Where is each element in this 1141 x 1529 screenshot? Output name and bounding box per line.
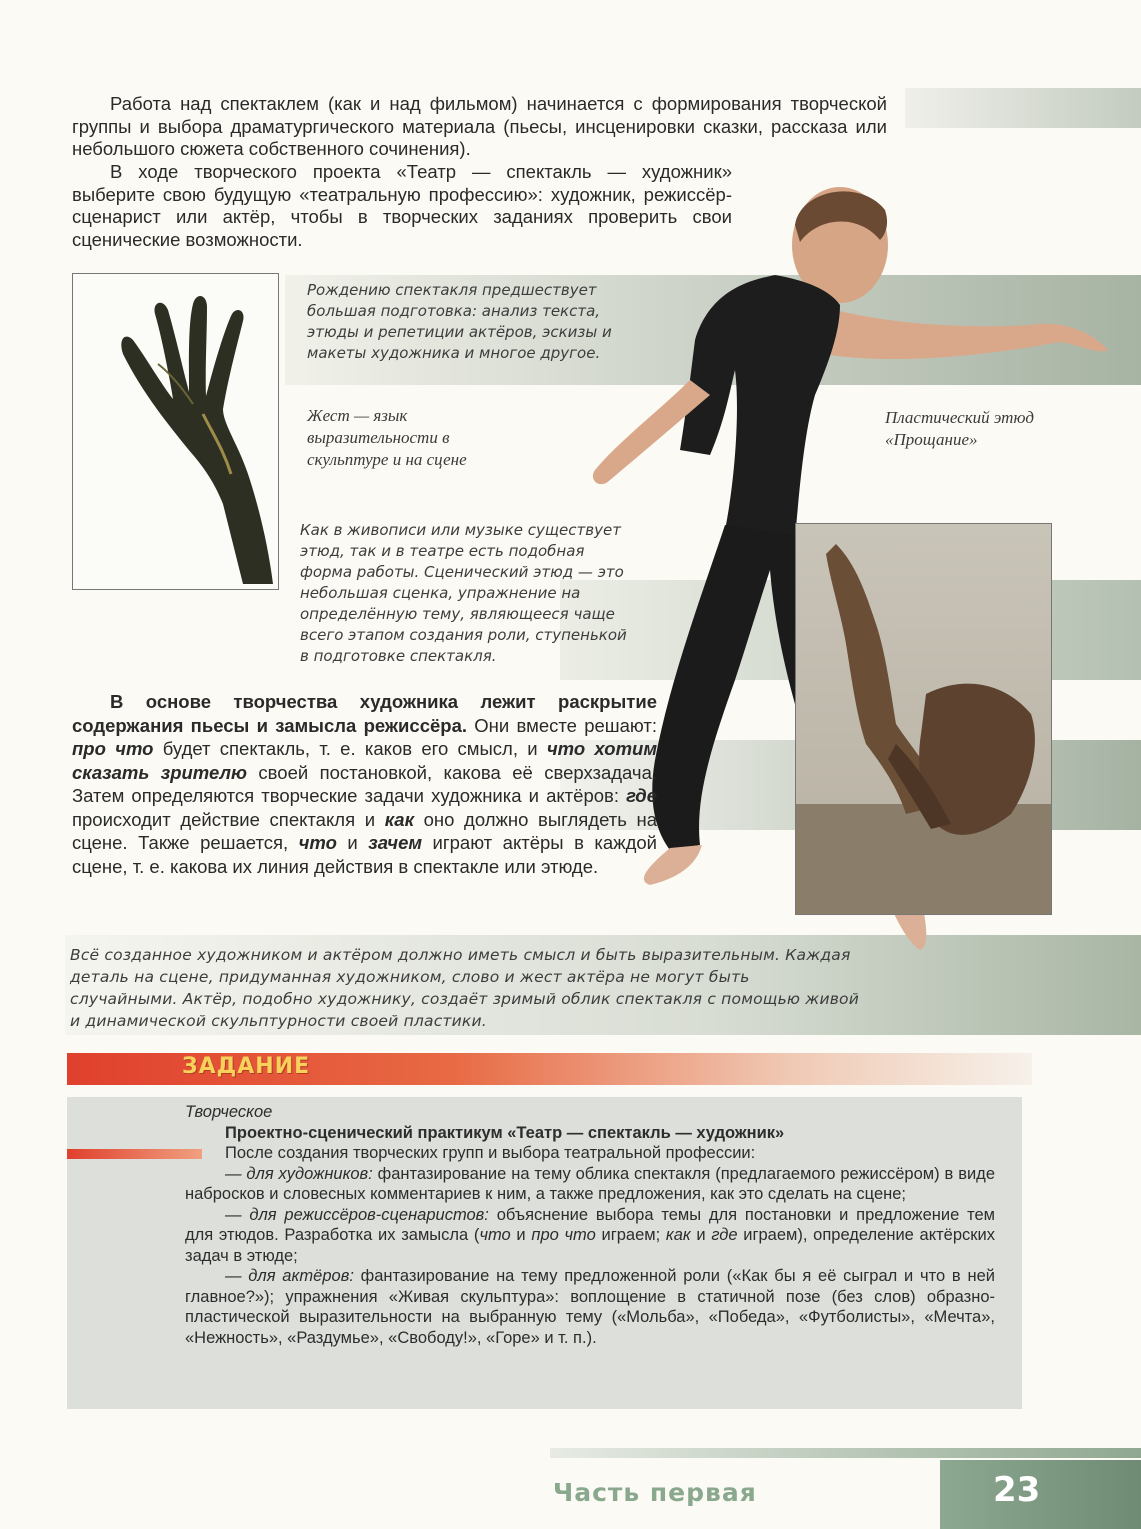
task-actors: — для актёров: фантазирование на тему предложенной роли («Как бы я её сыграл и что в ней главное?»); упражнения «Живая скульптура»: воплощение в статичной позе (без слов) образно-пластической выразительности на выбранную тему («Мольба», «Победа», «Футболисты», «Мечта», «Нежность», «Раздумье», «Свободу!», «Горе» и т. п.). [185, 1267, 995, 1347]
footer-part-label: Часть первая [553, 1478, 757, 1507]
task-artists: — для художников: фантазирование на тему облика спектакля (предлагаемого режиссёром) в виде набросков и словесных комментариев к ним, а также предложения, как это сделать на сцене; [185, 1164, 995, 1203]
task-accent-bar [67, 1149, 202, 1159]
footer-stripe [550, 1448, 1141, 1458]
footer-note: Всё созданное художником и актёром должно иметь смысл и быть выразительным. Каждая деталь на сцене, придуманная художником, слово и жест актёра не могут быть случайными. Актёр, подобно художнику, создаёт зримый облик спектакля с помощью живой и динамической скульптурности своей пластики. [70, 946, 860, 1030]
task-type: Творческое [185, 1103, 273, 1121]
caption-etude-definition [72, 520, 632, 667]
caption-gesture: Жест — язык выразительности в скульптуре и на сцене [307, 406, 467, 469]
task-directors: — для режиссёров-сценаристов: объяснение выбора темы для постановки и предложение тем для этюдов. Разработка их замысла (что и про что играем; как и где играем), определение актёрских задач в этюде; [185, 1205, 995, 1265]
caption-plastic-etude: Пластический этюд «Прощание» [885, 408, 1035, 449]
intro-paragraph-1: Работа над спектаклем (как и над фильмом) начинается с формирования творческой группы и выбора драматургического материала (пьесы, инсценировки сказки, рассказа или небольшого сюжета собственного сочинения). [72, 93, 887, 159]
task-intro: После создания творческих групп и выбора театральной профессии: [225, 1144, 756, 1162]
intro-paragraph-2: В ходе творческого проекта «Театр — спектакль — художник» выберите свою будущую «театральную профессию»: художник, режиссёр-сценарист или актёр, чтобы в творческих заданиях проверить свои сценические возможности. [72, 161, 732, 250]
sculpture-photo [795, 523, 1052, 915]
page-number: 23 [993, 1470, 1041, 1510]
footer-page-box [940, 1460, 1141, 1529]
band-top-right [905, 88, 1141, 128]
task-header-label: ЗАДАНИЕ [182, 1054, 311, 1079]
main-paragraph: В основе творчества художника лежит раскрытие содержания пьесы и замысла режиссёра. Они вместе решают: про что будет спектакль, т. е. каков его смысл, и что хотим сказать зрителю своей постановкой, какова её сверхзадача. Затем определяются творческие задачи художника и актёров: где происходит действие спектакля и как оно должно выглядеть на сцене. Также решается, что и зачем играют актёры в каждой сцене, т. е. какова их линия действия в спектакле или этюде. [72, 691, 658, 877]
task-title: Проектно-сценический практикум «Театр — спектакль — художник» [225, 1123, 785, 1142]
sculpture-illustration [796, 524, 1051, 914]
caption-preparation: Рождению спектакля предшествует большая подготовка: анализ текста, этюды и репетиции актёров, эскизы и макеты художника и многое другое. [307, 281, 612, 362]
task-text [185, 1102, 995, 1348]
main-bold-lead: В основе творчества художника лежит раскрытие содержания пьесы и замысла режиссёра. [72, 691, 657, 736]
caption-etude-text: Как в живописи или музыке существует этюд, так и в театре есть подобная форма работы. Сценический этюд — это небольшая сценка, упражнение на определённую тему, являющееся чаще всего этапом создания роли, ступенькой в подготовке спектакля. [300, 521, 627, 665]
